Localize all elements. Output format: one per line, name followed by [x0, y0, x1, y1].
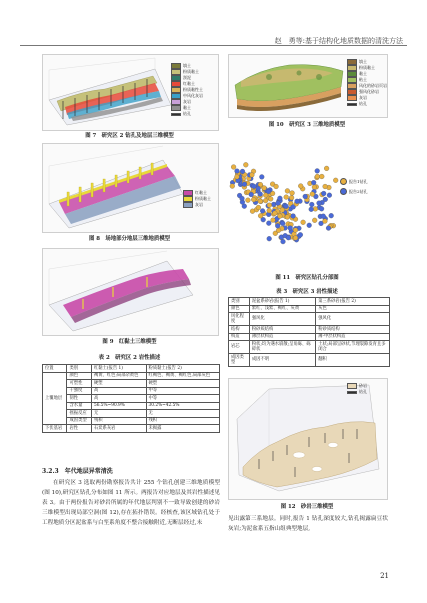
borehole-marker [310, 192, 315, 197]
table-cell: 硬塑 [146, 380, 219, 388]
borehole-marker [259, 175, 264, 180]
borehole-marker [286, 235, 291, 240]
borehole-marker [284, 204, 289, 209]
legend-label: 粉质黏土 [183, 69, 199, 74]
table-3 [228, 297, 390, 367]
table-cell: 风化程度 [229, 313, 250, 326]
table-header-row [43, 365, 220, 373]
legend-label: 红黏土 [195, 190, 207, 195]
borehole-marker [271, 202, 276, 207]
table-cell: 薄层状构造 [249, 333, 315, 341]
figure-10 [228, 54, 388, 118]
borehole-marker [309, 202, 314, 207]
borehole-marker [280, 208, 285, 213]
borehole-marker [319, 206, 324, 211]
table-row [43, 402, 220, 410]
borehole-marker [263, 193, 268, 198]
borehole-marker [285, 189, 290, 194]
borehole-marker [298, 184, 303, 189]
borehole-marker [278, 196, 283, 201]
borehole-marker [313, 207, 318, 212]
borehole-marker [276, 228, 281, 233]
table-cell: 成因类型 [67, 417, 91, 425]
legend-label: 灰岩 [183, 99, 191, 104]
table-cell: 粉砂质结构 [249, 326, 315, 334]
figure-10-caption: 图 10 研究区 3 三维地质模型 [268, 122, 346, 128]
table-cell: 颜色 [67, 372, 91, 380]
table-cell: 摇振反应 [67, 410, 91, 418]
table-row [229, 341, 390, 354]
table-row [229, 354, 390, 367]
borehole-marker [284, 195, 289, 200]
table-row [43, 410, 220, 418]
borehole-marker [312, 185, 317, 190]
legend-label: 中风化灰岩 [183, 93, 203, 98]
table-cell: 中等 [146, 387, 219, 395]
table-row [43, 417, 220, 425]
borehole-marker [251, 197, 256, 202]
borehole-marker [290, 191, 295, 196]
table-cell: 土状;局部呈砂状,节理裂隙发育且多闭合 [316, 341, 390, 354]
legend-label: 报告2钻孔 [349, 188, 368, 194]
table-row [229, 313, 390, 326]
figure-9 [42, 248, 219, 336]
figure-8-legend [183, 190, 211, 208]
table-cell: 韧性 [67, 395, 91, 403]
borehole-marker [246, 198, 251, 203]
legend-label: 钻孔 [359, 389, 367, 394]
table-cell: 褐黄、红色;局部杂黄色 [91, 372, 146, 380]
table-cell: 硬塑 [91, 380, 146, 388]
borehole-marker [317, 201, 322, 206]
table-cell: 成因类型 [229, 354, 250, 367]
table-cell: 粉砂质结构 [316, 326, 390, 334]
borehole-marker [323, 219, 328, 224]
legend-label: 填土 [359, 59, 367, 64]
legend-label: 钻孔 [183, 111, 191, 116]
borehole-marker [303, 194, 308, 199]
figure-11 [228, 134, 386, 270]
figure-12-legend [347, 383, 367, 395]
table-cell: 薄-中层状构造 [316, 333, 390, 341]
borehole-marker [272, 211, 277, 216]
figure-9-caption: 图 9 红黏土三维模型 [102, 339, 157, 345]
table-cell: 残积 [91, 417, 146, 425]
table-cell: 含水量 [67, 402, 91, 410]
borehole-marker [235, 174, 240, 179]
borehole-marker [278, 214, 283, 219]
table-cell: 30.2%~42.5% [146, 402, 219, 410]
table-header-cell: 类别 [67, 365, 91, 373]
figure-11-caption: 图 11 研究区钻孔分部图 [275, 275, 339, 281]
table-cell: 下伏基岩 [43, 425, 67, 433]
table-cell: 灰色 [316, 305, 390, 313]
borehole-marker [291, 214, 296, 219]
borehole-marker [256, 186, 261, 191]
figure-8-caption: 图 8 场地部分地层三维地质模型 [88, 236, 171, 242]
borehole-marker [293, 228, 298, 233]
borehole-marker [268, 197, 273, 202]
table-header-cell: 位置 [43, 365, 67, 373]
report-1-marker-icon [340, 178, 347, 185]
borehole-marker [267, 208, 272, 213]
borehole-marker [258, 199, 263, 204]
table-cell: 结构 [229, 326, 250, 334]
legend-label: 粉质黏性土 [183, 87, 203, 92]
table-group-cell: 上覆地层 [43, 372, 67, 425]
legend-label: 强风化砂岩 [359, 89, 379, 94]
table-header-row [229, 298, 390, 306]
strata-3d-model [43, 144, 218, 232]
legend-label: 砂岩 [359, 383, 367, 388]
borehole-marker [250, 173, 255, 178]
borehole-marker [329, 213, 334, 218]
borehole-marker [321, 214, 326, 219]
borehole-marker [327, 193, 332, 198]
table-header-cell: 红黏土(报告 1) [91, 365, 146, 373]
table-cell: 中等 [146, 395, 219, 403]
table-row [43, 380, 220, 388]
right-column-paragraph: 见出露第三系地层。同时,报告 1 钻孔深度较大,钻孔揭露扁豆状灰岩;为泥盆系五指山组典型地层, [228, 516, 388, 532]
table-header-cell: 粉质黏土(报告 2) [146, 365, 219, 373]
borehole-distribution-map [228, 134, 386, 270]
table-row [43, 395, 220, 403]
table-3-caption: 表 3 研究区 3 岩性描述 [276, 289, 338, 295]
borehole-marker [271, 218, 276, 223]
borehole-marker [274, 184, 279, 189]
table-cell: 红褐色、褐黄、褐红色,局部灰色 [146, 372, 219, 380]
table-2-caption: 表 2 研究区 2 岩性描述 [98, 355, 161, 361]
borehole-marker [312, 218, 317, 223]
borehole-marker [231, 165, 236, 170]
legend-label: 红黏土 [183, 81, 195, 86]
table-cell: 紫红、浅紫、褐红、灰黄 [249, 305, 315, 313]
borehole-marker [315, 174, 320, 179]
table-cell: 可塑性 [67, 380, 91, 388]
table-cell: 岩性 [67, 425, 91, 433]
borehole-marker [323, 184, 328, 189]
legend-label: 粘土 [359, 77, 367, 82]
legend-label: 粉质黏土 [359, 65, 375, 70]
borehole-marker [235, 169, 240, 174]
legend-label: 黏土 [183, 105, 191, 110]
borehole-marker [315, 169, 320, 174]
table-row [43, 425, 220, 433]
legend-label: 灰岩 [195, 202, 203, 207]
table-header-cell: 第三系砂岩(报告 2) [316, 298, 390, 306]
table-row [229, 305, 390, 313]
borehole-marker [285, 215, 290, 220]
legend-label: 报告1钻孔 [349, 178, 368, 184]
table-row [43, 372, 220, 380]
borehole-marker [258, 213, 263, 218]
borehole-marker [256, 205, 261, 210]
red-clay-3d-model [43, 249, 218, 335]
legend-label: 风化的砂岩页岩 [359, 83, 387, 88]
table-header-cell: 泥盆系砂岩(报告 1) [249, 298, 315, 306]
table-cell: 成因不明 [249, 354, 315, 367]
borehole-marker [301, 220, 306, 225]
legend-label: 淤泥 [183, 75, 191, 80]
borehole-marker [250, 209, 255, 214]
figure-7 [42, 54, 219, 131]
borehole-marker [267, 203, 272, 208]
borehole-marker [275, 223, 280, 228]
borehole-marker [307, 223, 312, 228]
table-row [229, 326, 390, 334]
borehole-marker [324, 166, 329, 171]
borehole-marker [267, 236, 272, 241]
borehole-marker [260, 209, 265, 214]
table-cell: 石炭系灰岩 [91, 425, 146, 433]
page-number: 21 [380, 572, 389, 580]
report-2-marker-icon [340, 188, 347, 195]
figure-11-legend [340, 178, 368, 195]
borehole-marker [252, 184, 257, 189]
table-cell: 56.5%~90.9% [91, 402, 146, 410]
borehole-marker [243, 162, 248, 167]
table-cell: 无 [91, 410, 146, 418]
borehole-marker [326, 226, 331, 231]
figure-7-caption: 图 7 研究区 2 钻孔及地层三维模型 [85, 133, 174, 139]
table-cell: 无 [146, 410, 219, 418]
sandstone-3d-model [229, 379, 387, 499]
running-head: 赵 勇等:基于结构化地质数据的清洗方法 [274, 37, 403, 45]
section-title: 3.2.3 年代地层异常清洗 [42, 468, 113, 475]
borehole-marker [276, 201, 281, 206]
borehole-marker [321, 191, 326, 196]
table-cell: 翻积 [316, 354, 390, 367]
table-cell: 干强度 [67, 387, 91, 395]
figure-10-legend [347, 59, 387, 107]
section-paragraph: 在研究区 3 选取两份勘察报告共计 255 个钻孔创建三维地质模型(图 10),研究区钻孔分布如图 11 所示。两报告对应地层及其岩性描述见表 3。由于两份报告对砂岩所属的年代地层判别不一致导致创建的砂岩三维模型出现局部空洞(图 12),存在拓扑错误。经核查,该区域钻孔处于工程地质分区泥盆系与白垩系角度不整合接触附近,无断层经过,未 [42, 480, 220, 526]
borehole-marker [333, 178, 338, 183]
legend-label: 钻孔 [359, 101, 367, 106]
figure-7-legend [171, 63, 203, 117]
borehole-marker [249, 192, 254, 197]
table-row [229, 333, 390, 341]
borehole-marker [319, 174, 324, 179]
borehole-marker [298, 232, 303, 237]
table-row [43, 387, 220, 395]
table-2 [42, 364, 220, 433]
borehole-marker [309, 207, 314, 212]
table-cell: 残积 [146, 417, 219, 425]
table-cell: 高 [91, 387, 146, 395]
borehole-marker [258, 192, 263, 197]
borehole-marker [293, 236, 298, 241]
borehole-marker [263, 198, 268, 203]
borehole-marker [266, 221, 271, 226]
table-cell: 未揭露 [146, 425, 219, 433]
borehole-marker [288, 226, 293, 231]
figure-12 [228, 378, 388, 500]
table-cell: 颜色 [229, 305, 250, 313]
table-cell: 强风化 [249, 313, 315, 326]
header-rule [20, 45, 407, 46]
legend-label: 灰岩 [359, 95, 367, 100]
borehole-marker [311, 180, 316, 185]
borehole-marker [262, 186, 267, 191]
legend-label: 填土 [183, 63, 191, 68]
table-cell: 强风化 [316, 313, 390, 326]
borehole-marker [240, 169, 245, 174]
table-cell: 粉状;均为遇水崩散;呈角砾、砾碎状 [249, 341, 315, 354]
borehole-marker [230, 184, 235, 189]
borehole-marker [280, 221, 285, 226]
table-cell: 岩芯 [229, 341, 250, 354]
borehole-marker [242, 182, 247, 187]
figure-12-caption: 图 12 砂岩三维模型 [280, 504, 334, 510]
borehole-marker [289, 195, 294, 200]
table-header-cell: 类别 [229, 298, 250, 306]
table-cell: 高 [91, 395, 146, 403]
figure-8 [42, 143, 219, 233]
borehole-marker [295, 199, 300, 204]
legend-label: 粉质黏土 [195, 196, 211, 201]
borehole-marker [240, 196, 245, 201]
legend-label: 黏土 [359, 71, 367, 76]
table-cell: 构造 [229, 333, 250, 341]
